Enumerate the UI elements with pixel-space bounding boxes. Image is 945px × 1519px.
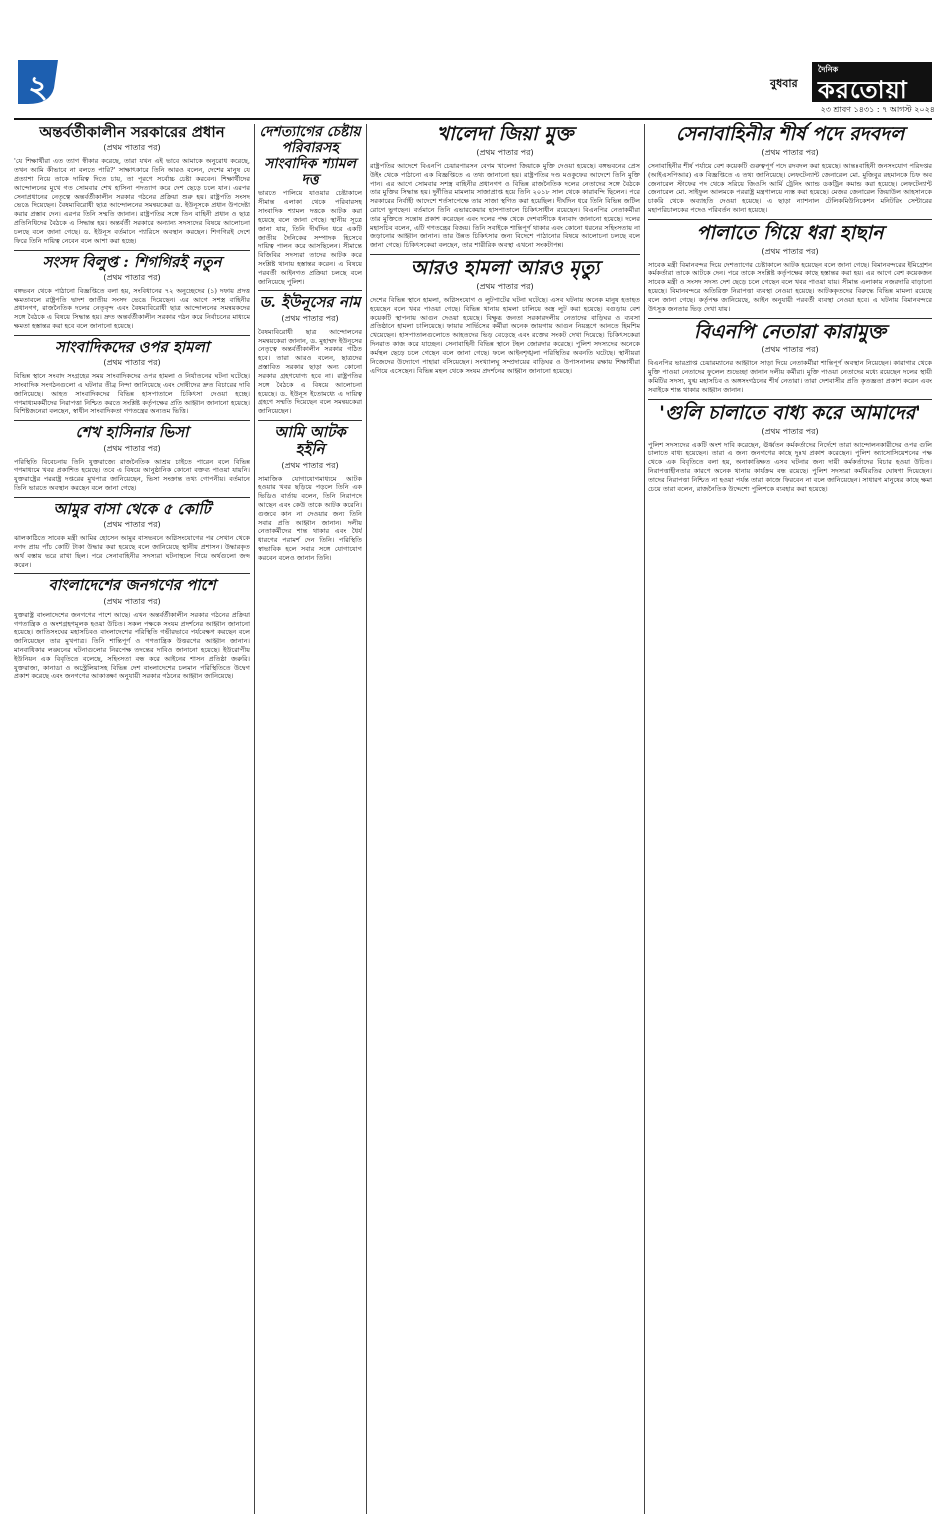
continuation-note: (প্রথম পাতার পর) [103,272,161,282]
article [370,258,640,375]
article-body: সেনাবাহিনীর শীর্ষ পর্যায়ে বেশ কয়েকটি গুরুত্বপূর্ণ পদে রদবদল করা হয়েছে। আন্তঃবাহিনী জনসংযোগ পরিদপ্তর (আইএসপিআর) এক বিজ্ঞপ্তিতে এ তথ্য জানিয়েছে। লেফটেন্যান্ট জেনারেল মো. মুজিবুর রহমানকে চিফ অব জেনারেল স্টাফের পদ থেকে সরিয়ে জিওসি আর্মি ট্রেনিং অ্যান্ড ডকট্রিন কমান্ড করা হয়েছে। লেফটেন্যান্ট জেনারেল মো. সাইফুল আলমকে পররাষ্ট্র মন্ত্রণালয়ে ন্যস্ত করা হয়েছে। মেজর জেনারেল জিয়াউল আহসানকে চাকরি থেকে অব্যাহতি দেওয়া হয়েছে। এ ছাড়া ন্যাশনাল টেলিকমিউনিকেশন মনিটরিং সেন্টারের মহাপরিচালকের পদেও পরিবর্তন আনা হয়েছে। [648,161,932,214]
headline: আমুর বাসা থেকে ৫ কোটি [53,499,211,518]
article [258,124,362,286]
article [14,124,250,246]
page-header [0,0,945,118]
article-body: 'যে শিক্ষার্থীরা এত ত্যাগ স্বীকার করেছে, তারা যখন এই ভাবে আমাকে অনুরোধ করেছে, তখন আমি কীভাবে না বলতে পারি?' সাক্ষাৎকারে তিনি আরও বলেন, দেশের মানুষ যে প্রত্যাশা নিয়ে তাকে দায়িত্ব দিতে চায়, তা পূরণে সর্বোচ্চ চেষ্টা করবেন। শিক্ষার্থীদের আন্দোলনের মুখে গত সোমবার শেখ হাসিনা পদত্যাগ করে দেশ ছেড়ে চলে যান। এরপর সেনাপ্রধানের নেতৃত্বে অন্তর্বর্তীকালীন সরকার গঠনের প্রক্রিয়া শুরু হয়। রাষ্ট্রপতি সংসদ ভেঙে দিয়েছেন। বৈষম্যবিরোধী ছাত্র আন্দোলনের সমন্বয়কেরা ড. ইউনূসকে প্রধান উপদেষ্টা করার প্রস্তাব দেন। এরপর তিনি সম্মতি জানান। রাষ্ট্রপতির সঙ্গে তিন বাহিনী প্রধান ও ছাত্র প্রতিনিধিদের বৈঠকে এ সিদ্ধান্ত হয়। অন্তর্বর্তী সরকারে অন্যান্য সদস্যদের বিষয়ে আলোচনা চলছে বলে জানা গেছে। ড. ইউনূস বর্তমানে প্যারিসে অবস্থান করছেন। শিগগিরই দেশে ফিরে তিনি দায়িত্ব নেবেন বলে আশা করা হচ্ছে। [14,157,250,245]
headline: সেনাবাহিনীর শীর্ষ পদে রদবদল [675,123,905,145]
article-separator [14,573,250,574]
article-separator [14,497,250,498]
column-divider [254,124,255,1514]
article-separator [14,250,250,251]
article-body: বিএনপির ভারপ্রাপ্ত চেয়ারম্যানের আহ্বানে সাড়া দিয়ে নেতাকর্মীরা শান্তিপূর্ণ অবস্থান নিয়েছেন। কারাগার থেকে মুক্তি পাওয়া নেতাদের ফুলেল শুভেচ্ছা জানান দলীয় কর্মীরা। মুক্তি পাওয়া নেতাদের মধ্যে রয়েছেন দলের স্থায়ী কমিটির সদস্য, যুগ্ম মহাসচিব ও অঙ্গসংগঠনের শীর্ষ নেতারা। তারা দেশবাসীর প্রতি কৃতজ্ঞতা প্রকাশ করেন এবং সবাইকে শান্ত থাকার আহ্বান জানান। [648,359,932,394]
headline: শেখ হাসিনার ভিসা [75,423,189,442]
article-separator [258,420,362,421]
continuation-note: (প্রথম পাতার পর) [103,443,161,453]
continuation-note: (প্রথম পাতার পর) [476,281,534,291]
headline: ড. ইউনূসের নাম [259,293,361,312]
article [14,339,250,416]
headline: আমি আটক হইনি [274,423,346,459]
continuation-note: (প্রথম পাতার পর) [103,143,161,153]
article [14,501,250,570]
masthead-name: করতোয়া [818,75,908,104]
article-body: দেশের বিভিন্ন স্থানে হামলা, অগ্নিসংযোগ ও লুটপাটের ঘটনা ঘটেছে। এসব ঘটনায় অনেক মানুষ হতাহত হয়েছেন বলে খবর পাওয়া গেছে। বিভিন্ন থানায় হামলা চালিয়ে অস্ত্র লুট করা হয়েছে। বগুড়ায় বেশ কয়েকটি স্থাপনায় আগুন দেওয়া হয়েছে। বিক্ষুব্ধ জনতা সরকারদলীয় নেতাদের বাড়িঘর ও ব্যবসা প্রতিষ্ঠানে হামলা চালিয়েছে। ফায়ার সার্ভিসের কর্মীরা অনেক জায়গায় আগুন নিয়ন্ত্রণে আনতে হিমশিম খেয়েছেন। হাসপাতালগুলোতে আহতদের ভিড় বেড়েছে এবং রক্তের সংকট দেখা দিয়েছে। চিকিৎসকেরা দিনরাত কাজ করে যাচ্ছেন। সেনাবাহিনী বিভিন্ন স্থানে টহল জোরদার করেছে। পুলিশ সদস্যদের অনেকে কর্মস্থল ছেড়ে চলে গেছেন বলে জানা গেছে। ফলে আইনশৃঙ্খলা পরিস্থিতির অবনতি ঘটেছে। স্থানীয়রা নিজেদের উদ্যোগে পাহারা বসিয়েছেন। সংখ্যালঘু সম্প্রদায়ের বাড়িঘর ও উপাসনালয় রক্ষায় শিক্ষার্থীরা এগিয়ে এসেছেন। বিভিন্ন মহল থেকে সংযম প্রদর্শনের আহ্বান জানানো হয়েছে। [370,295,640,375]
continuation-note: (প্রথম পাতার পর) [761,426,819,436]
continuation-note: (প্রথম পাতার পর) [761,246,819,256]
article-body: বৈষম্যবিরোধী ছাত্র আন্দোলনের সমন্বয়কেরা জানান, ড. মুহাম্মদ ইউনূসের নেতৃত্বে অন্তর্বর্তীকালীন সরকার গঠিত হবে। তারা আরও বলেন, ছাত্রদের প্রস্তাবিত সরকার ছাড়া অন্য কোনো সরকার গ্রহণযোগ্য হবে না। রাষ্ট্রপতির সঙ্গে বৈঠকে এ বিষয়ে আলোচনা হয়েছে। ড. ইউনূস ইতোমধ্যে এ দায়িত্ব গ্রহণে সম্মতি দিয়েছেন বলে সমন্বয়কেরা জানিয়েছেন। [258,327,362,416]
article-body: সাবেক মন্ত্রী বিমানবন্দর দিয়ে দেশত্যাগের চেষ্টাকালে আটক হয়েছেন বলে জানা গেছে। বিমানবন্দরের ইমিগ্রেশন কর্মকর্তারা তাকে আটকে দেন। পরে তাকে সংশ্লিষ্ট কর্তৃপক্ষের কাছে হস্তান্তর করা হয়। এর আগে বেশ কয়েকজন সাবেক মন্ত্রী ও সংসদ সদস্য দেশ ছেড়ে চলে গেছেন বলে খবর পাওয়া যায়। সীমান্ত এলাকায় নজরদারি বাড়ানো হয়েছে। বিমানবন্দরে অতিরিক্ত নিরাপত্তা ব্যবস্থা নেওয়া হয়েছে। আটককৃতদের বিরুদ্ধে বিভিন্ন মামলা রয়েছে বলে জানা গেছে। কর্তৃপক্ষ জানিয়েছে, আইন অনুযায়ী পরবর্তী ব্যবস্থা নেওয়া হবে। এ ঘটনায় বিমানবন্দরে উৎসুক জনতার ভিড় দেখা যায়। [648,260,932,313]
article-separator [648,318,932,319]
masthead-prefix: দৈনিক [818,65,839,74]
article-separator [258,290,362,291]
article [258,294,362,416]
header-rule [14,118,932,120]
page-number-badge [14,58,62,106]
continuation-note: (প্রথম পাতার পর) [281,460,339,470]
continuation-note: (প্রথম পাতার পর) [103,596,161,606]
dateline: ২৩ শ্রাবণ ১৪৩১ : ৭ আগস্ট ২০২৪ [820,105,935,114]
article [648,403,932,494]
column-4 [648,122,932,1512]
headline: দেশত্যাগের চেষ্টায় পরিবারসহ সাংবাদিক শ্যামল দত্ত [259,124,361,189]
article-body: যুক্তরাষ্ট্র বাংলাদেশের জনগণের পাশে আছে। এখন অন্তর্বর্তীকালীন সরকার গঠনের প্রক্রিয়া গণতান্ত্রিক ও অংশগ্রহণমূলক হওয়া উচিত। সকল পক্ষকে সংযম প্রদর্শনের আহ্বান জানানো হয়েছে। জাতিসংঘের মহাসচিবও বাংলাদেশের পরিস্থিতি গভীরভাবে পর্যবেক্ষণ করছেন বলে জানিয়েছেন তার মুখপাত্র। তিনি শান্তিপূর্ণ ও গণতান্ত্রিক উত্তরণের আহ্বান জানান। মানবাধিকার লঙ্ঘনের ঘটনাগুলোর নিরপেক্ষ তদন্তের দাবিও জানানো হয়েছে। ইউরোপীয় ইউনিয়ন এক বিবৃতিতে বলেছে, সহিংসতা বন্ধ করে আইনের শাসন প্রতিষ্ঠা জরুরি। যুক্তরাজ্য, কানাডা ও অস্ট্রেলিয়াসহ বিভিন্ন দেশ বাংলাদেশের চলমান পরিস্থিতিতে উদ্বেগ প্রকাশ করেছে এবং জনগণের আকাঙ্ক্ষা অনুযায়ী সরকার গঠনের আহ্বান জানিয়েছে। [14,610,250,681]
article [370,124,640,250]
weekday: বুধবার [770,77,798,90]
headline: সাংবাদিকদের ওপর হামলা [54,337,210,356]
article-body: বঙ্গভবন থেকে পাঠানো বিজ্ঞপ্তিতে বলা হয়, সংবিধানের ৭২ অনুচ্ছেদের (১) দফায় প্রদত্ত ক্ষমতাবলে রাষ্ট্রপতি দ্বাদশ জাতীয় সংসদ ভেঙে দিয়েছেন। এর আগে সশস্ত্র বাহিনীর প্রধানগণ, রাজনৈতিক দলের নেতৃবৃন্দ এবং বৈষম্যবিরোধী ছাত্র আন্দোলনের সমন্বয়কদের সঙ্গে বৈঠকে এ বিষয়ে সিদ্ধান্ত হয়। দ্রুত অন্তর্বর্তীকালীন সরকার গঠন করে নির্বাচনের মাধ্যমে ক্ষমতা হস্তান্তর করা হবে বলে জানানো হয়েছে। [14,286,250,331]
continuation-note: (প্রথম পাতার পর) [761,147,819,157]
article-separator [370,254,640,255]
headline: আরও হামলা আরও মৃত্যু [410,257,600,280]
article-separator [648,399,932,400]
column-divider [644,124,645,1514]
headline: খালেদা জিয়া মুক্ত [436,123,574,145]
masthead-logo [812,62,932,102]
article [648,223,932,314]
continuation-note: (প্রথম পাতার পর) [281,313,339,323]
article-body: পরিস্থিতি বিবেচনায় তিনি যুক্তরাজ্যে রাজনৈতিক আশ্রয় চাইতে পারেন বলে বিভিন্ন গণমাধ্যমে খবর প্রকাশিত হয়েছে। তবে এ বিষয়ে আনুষ্ঠানিক কোনো বক্তব্য পাওয়া যায়নি। যুক্তরাষ্ট্রের পররাষ্ট্র দপ্তরের মুখপাত্র জানিয়েছেন, ভিসা সংক্রান্ত তথ্য গোপনীয়। বর্তমানে তিনি ভারতে অবস্থান করছেন বলে জানা গেছে। [14,457,250,493]
continuation-note: (প্রথম পাতার পর) [103,520,161,530]
headline: পালাতে গিয়ে ধরা হাছান [696,221,884,244]
headline: 'গুলি চালাতে বাধ্য করে আমাদের' [659,401,921,424]
headline: বাংলাদেশের জনগণের পাশে [48,576,216,595]
article-body: বিভিন্ন স্থানে সংবাদ সংগ্রহের সময় সাংবাদিকদের ওপর হামলা ও নির্যাতনের ঘটনা ঘটেছে। সাংবাদিক সংগঠনগুলো এ ঘটনার তীব্র নিন্দা জানিয়েছে এবং দোষীদের দ্রুত বিচারের দাবি জানিয়েছে। আহত সাংবাদিকদের বিভিন্ন হাসপাতালে চিকিৎসা দেওয়া হচ্ছে। গণমাধ্যমকর্মীদের নিরাপত্তা নিশ্চিত করতে সংশ্লিষ্ট কর্তৃপক্ষের প্রতি আহ্বান জানানো হয়েছে। বিশিষ্টজনেরা বলছেন, স্বাধীন সাংবাদিকতা গণতন্ত্রের অন্যতম ভিত্তি। [14,372,250,416]
headline: সংসদ বিলুপ্ত : শিগগিরই নতুন [42,252,222,271]
column-1 [14,122,250,1512]
article [648,124,932,215]
article-body: ভারতে পালিয়ে যাওয়ার চেষ্টাকালে সীমান্ত এলাকা থেকে পরিবারসহ সাংবাদিক শ্যামল দত্তকে আটক করা হয়েছে বলে জানা গেছে। স্থানীয় সূত্রে জানা যায়, তিনি দীর্ঘদিন ধরে একটি জাতীয় দৈনিকের সম্পাদক হিসেবে দায়িত্ব পালন করে আসছিলেন। সীমান্তে বিজিবির সদস্যরা তাদের আটক করে সংশ্লিষ্ট থানায় হস্তান্তর করেন। এ বিষয়ে পরবর্তী আইনগত প্রক্রিয়া চলছে বলে জানিয়েছে পুলিশ। [258,189,362,286]
article [14,424,250,493]
article-body: সামাজিক যোগাযোগমাধ্যমে আটক হওয়ার খবর ছড়িয়ে পড়লে তিনি এক ভিডিও বার্তায় বলেন, তিনি নিরাপদে আছেন এবং কেউ তাকে আটক করেনি। গুজবে কান না দেওয়ার জন্য তিনি সবার প্রতি আহ্বান জানান। দলীয় নেতাকর্মীদের শান্ত থাকার এবং ধৈর্য ধারণের পরামর্শ দেন তিনি। পরিস্থিতি স্বাভাবিক হলে সবার সঙ্গে যোগাযোগ করবেন বলেও জানান তিনি। [258,474,362,562]
column-divider [366,124,367,1514]
article-separator [648,219,932,220]
headline: অন্তর্বর্তীকালীন সরকারের প্রধান [39,123,225,141]
article-body: রাষ্ট্রপতির আদেশে বিএনপি চেয়ারপারসন বেগম খালেদা জিয়াকে মুক্তি দেওয়া হয়েছে। বঙ্গভবনের প্রেস উইং থেকে পাঠানো এক বিজ্ঞপ্তিতে এ তথ্য জানানো হয়। রাষ্ট্রপতির দণ্ড মওকুফের আদেশে তিনি মুক্তি পান। এর আগে সোমবার সশস্ত্র বাহিনীর প্রধানগণ ও বিভিন্ন রাজনৈতিক দলের নেতাদের সঙ্গে বৈঠকে তার মুক্তির সিদ্ধান্ত হয়। দুর্নীতির মামলায় সাজাপ্রাপ্ত হয়ে তিনি ২০১৮ সাল থেকে কারাবন্দি ছিলেন। পরে সরকারের নির্বাহী আদেশে শর্তসাপেক্ষে তার সাজা স্থগিত করা হয়েছিল। দীর্ঘদিন ধরে তিনি বিভিন্ন জটিল রোগে ভুগছেন। বর্তমানে তিনি এভারকেয়ার হাসপাতালে চিকিৎসাধীন রয়েছেন। বিএনপির নেতাকর্মীরা তার মুক্তিতে সন্তোষ প্রকাশ করেছেন এবং দলের পক্ষ থেকে দেশবাসীকে ধন্যবাদ জানানো হয়েছে। দলের মহাসচিব বলেন, এটি গণতন্ত্রের বিজয়। তিনি সবাইকে শান্তিপূর্ণ থাকার এবং কোনো ধরনের সহিংসতায় না জড়ানোর আহ্বান জানান। তার উন্নত চিকিৎসার জন্য বিদেশে পাঠানোর বিষয়ে আলোচনা চলছে বলে জানা গেছে। চিকিৎসকেরা বলছেন, তার শারীরিক অবস্থা এখনো সংকটাপন্ন। [370,161,640,250]
article-separator [14,335,250,336]
article-separator [14,420,250,421]
continuation-note: (প্রথম পাতার পর) [761,345,819,355]
article [14,577,250,681]
article [14,254,250,331]
column-2 [258,122,362,1162]
continuation-note: (প্রথম পাতার পর) [476,147,534,157]
article [648,322,932,395]
article [258,424,362,563]
page-number: ২ [28,70,48,105]
continuation-note: (প্রথম পাতার পর) [103,358,161,368]
article-body: পুলিশ সদস্যদের একটি অংশ দাবি করেছেন, ঊর্ধ্বতন কর্মকর্তাদের নির্দেশে তারা আন্দোলনকারীদের ওপর গুলি চালাতে বাধ্য হয়েছেন। তারা এ জন্য জনগণের কাছে দুঃখ প্রকাশ করেছেন। পুলিশ অ্যাসোসিয়েশনের পক্ষ থেকে এক বিবৃতিতে বলা হয়, অনাকাঙ্ক্ষিত এসব ঘটনার জন্য দায়ী কর্মকর্তাদের বিচার হওয়া উচিত। নিরাপত্তাহীনতার কারণে অনেক থানায় কার্যক্রম বন্ধ রয়েছে। পুলিশ সদস্যরা কর্মবিরতির ঘোষণা দিয়েছেন। তাদের নিরাপত্তা নিশ্চিত না হওয়া পর্যন্ত তারা কাজে ফিরবেন না বলে জানিয়েছেন। সাধারণ মানুষের কাছে ক্ষমা চেয়ে তারা বলেন, রাজনৈতিক উদ্দেশ্যে পুলিশকে ব্যবহার করা হয়েছে। [648,440,932,493]
article-body: ঝালকাঠিতে সাবেক মন্ত্রী আমির হোসেন আমুর বাসভবনে অগ্নিসংযোগের পর সেখান থেকে নগদ প্রায় পাঁচ কোটি টাকা উদ্ধার করা হয়েছে বলে জানিয়েছে স্থানীয় প্রশাসন। উদ্ধারকৃত অর্থ বস্তায় ভরে রাখা ছিল। পরে সেনাবাহিনীর সদস্যরা ঘটনাস্থলে গিয়ে অর্থগুলো জব্দ করেন। [14,534,250,569]
column-3 [370,122,640,1512]
headline: বিএনপি নেতারা কারামুক্ত [694,320,886,343]
